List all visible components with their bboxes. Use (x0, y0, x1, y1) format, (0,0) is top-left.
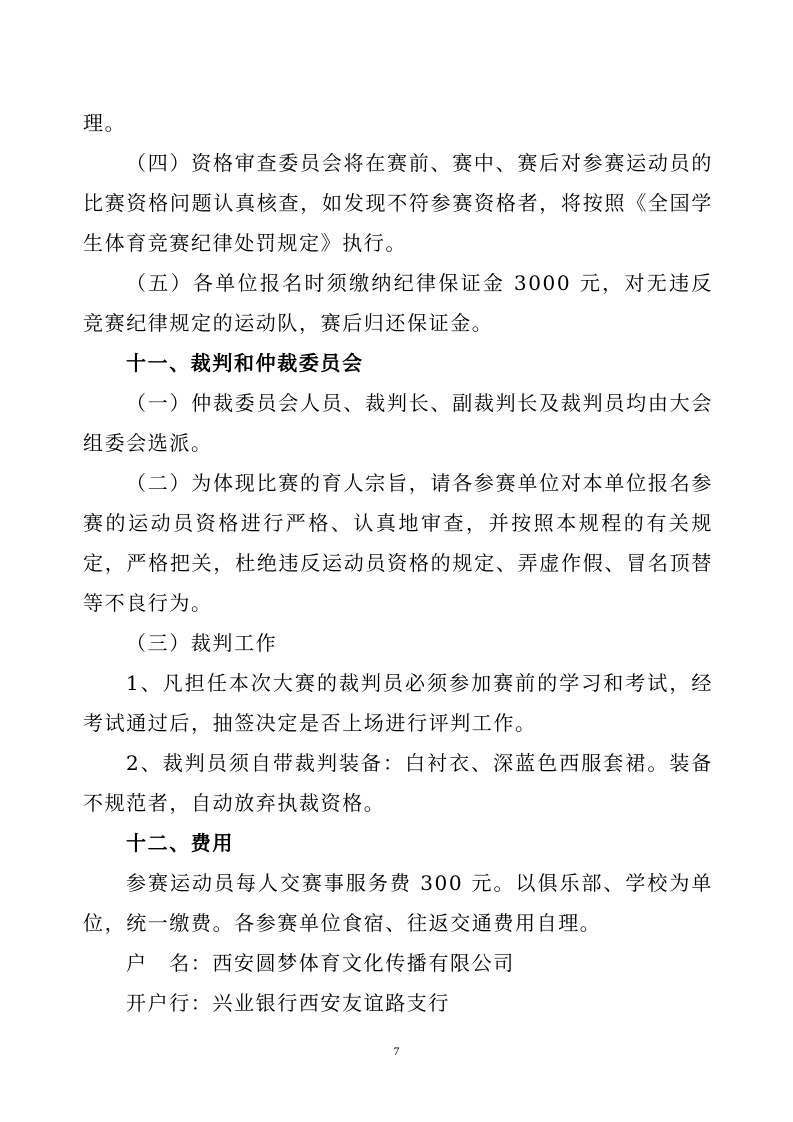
paragraph-referee-training: 1、凡担任本次大赛的裁判员必须参加赛前的学习和考试，经考试通过后，抽签决定是否上场进行评判工作。 (83, 671, 713, 735)
paragraph-arbitration-committee: （一）仲裁委员会人员、裁判长、副裁判长及裁判员均由大会组委会选派。 (83, 391, 713, 455)
paragraph-referee-equipment: 2、裁判员须自带裁判装备：白衬衣、深蓝色西服套裙。装备不规范者，自动放弃执裁资格。 (83, 751, 713, 815)
paragraph-eligibility-review: （二）为体现比赛的育人宗旨，请各参赛单位对本单位报名参赛的运动员资格进行严格、认真地审查，并按照本规程的有关规定，严格把关，杜绝违反运动员资格的规定、弄虚作假、冒名顶替等不良行为。 (83, 471, 713, 615)
paragraph-continuation: 理。 (83, 111, 127, 135)
bank-line: 开户行：兴业银行西安友谊路支行 (126, 991, 450, 1015)
page-number: 7 (393, 1044, 400, 1058)
section-heading-fees: 十二、费用 (126, 831, 234, 855)
paragraph-qualification-review: （四）资格审查委员会将在赛前、赛中、赛后对参赛运动员的比赛资格问题认真核查，如发现不符参赛资格者，将按照《全国学生体育竞赛纪律处罚规定》执行。 (83, 151, 713, 255)
document-body (83, 103, 713, 1023)
paragraph-discipline-deposit: （五）各单位报名时须缴纳纪律保证金 3000 元，对无违反竞赛纪律规定的运动队，赛后归还保证金。 (83, 271, 713, 335)
account-name-line: 户 名：西安圆梦体育文化传播有限公司 (126, 951, 515, 975)
subheading-referee-work: （三）裁判工作 (126, 631, 278, 655)
paragraph-service-fee: 参赛运动员每人交赛事服务费 300 元。以俱乐部、学校为单位，统一缴费。各参赛单位食宿、往返交通费用自理。 (83, 871, 713, 935)
section-heading-referees-arbitration: 十一、裁判和仲裁委员会 (126, 351, 364, 375)
